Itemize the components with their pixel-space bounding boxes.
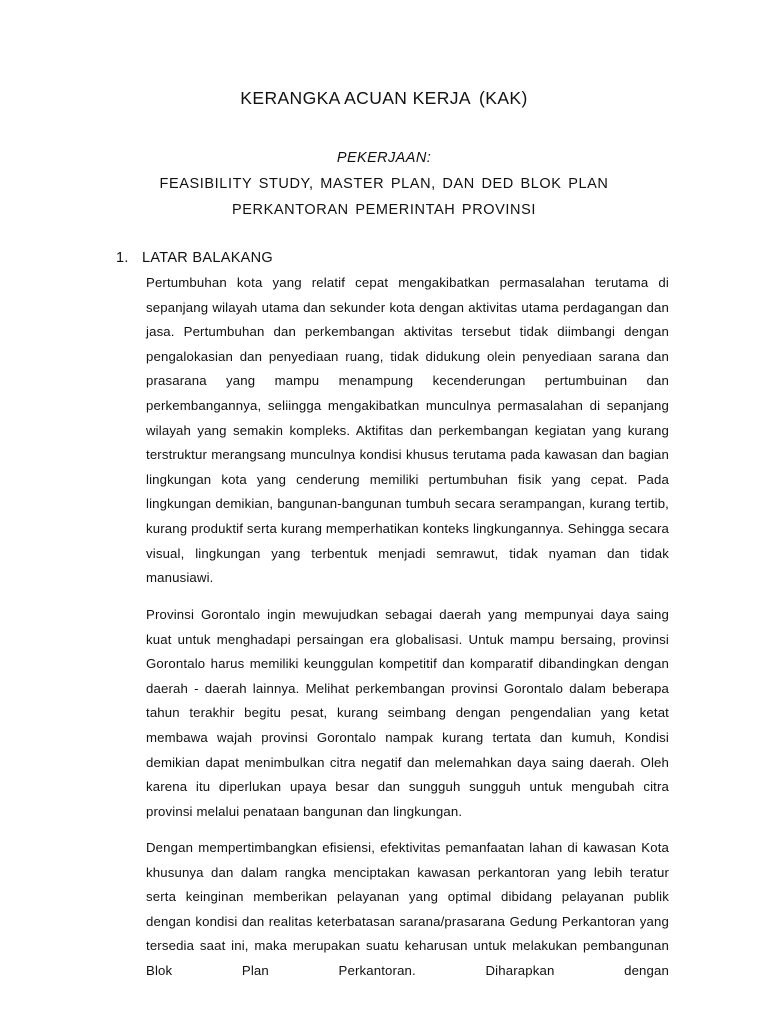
document-title — [0, 88, 768, 109]
section-number: 1. — [116, 250, 129, 266]
job-label: PEKERJAAN: — [336, 150, 432, 166]
paragraph-3: Dengan mempertimbangkan efisiensi, efektivitas pemanfaatan lahan di kawasan Kota khusunya dan dalam rangka menciptakan kawasan perkantoran yang lebih teratur serta keinginan memberikan pelayanan yang optimal dibidang pelayanan publik dengan kondisi dan realitas keterbatasan sarana/prasarana Gedung Perkantoran yang tersedia saat ini, maka merupakan suatu keharusan untuk melakukan pembangunan Blok Plan Perkantoran. Diharapkan dengan — [146, 840, 669, 978]
paragraph-2: Provinsi Gorontalo ingin mewujudkan sebagai daerah yang mempunyai daya saing kuat untuk menghadapi persaingan era globalisasi. Untuk mampu bersaing, provinsi Gorontalo harus memiliki keunggulan kompetitif dan komparatif dibandingkan dengan daerah - daerah lainnya. Melihat perkembangan provinsi Gorontalo dalam beberapa tahun terakhir begitu pesat, kurang seimbang dengan pengendalian yang ketat membawa wajah provinsi Gorontalo nampak kurang tertata dan kumuh, Kondisi demikian dapat menimbulkan citra negatif dan melemahkan daya saing daerah. Oleh karena itu diperlukan upaya besar dan sungguh sungguh untuk mengubah citra provinsi melalui penataan bangunan dan lingkungan. — [146, 607, 669, 819]
job-title-line-1: FEASIBILITY STUDY, MASTER PLAN, DAN DED BLOK PLAN — [159, 176, 609, 192]
title-main: KERANGKA ACUAN KERJA — [240, 88, 472, 108]
section-title: LATAR BALAKANG — [142, 250, 273, 266]
section-heading — [116, 250, 273, 266]
paragraph-1: Pertumbuhan kota yang relatif cepat mengakibatkan permasalahan terutama di sepanjang wilayah utama dan sekunder kota dengan aktivitas utama perdagangan dan jasa. Pertumbuhan dan perkembangan aktivitas tersebut tidak diimbangi dengan pengalokasian dan penyediaan ruang, tidak didukung olein penyediaan sarana dan prasarana yang mampu menampung kecenderungan pertumbuinan dan perkembangannya, seliingga mengakibatkan munculnya permasalahan di sepanjang wilayah yang semakin kompleks. Aktifitas dan perkembangan kegiatan yang kurang terstruktur merangsang munculnya kondisi khusus terutama pada kawasan dan bagian lingkungan kota yang cenderung memiliki pertumbuhan fisik yang cepat. Pada lingkungan demikian, bangunan-bangunan tumbuh secara serampangan, kurang tertib, kurang produktif serta kurang memperhatikan konteks lingkungannya. Sehingga secara visual, lingkungan yang terbentuk menjadi semrawut, tidak nyaman dan tidak manusiawi. — [146, 275, 669, 586]
job-title-line-2: PERKANTORAN PEMERINTAH PROVINSI — [231, 202, 537, 218]
title-suffix: (KAK) — [479, 88, 528, 108]
